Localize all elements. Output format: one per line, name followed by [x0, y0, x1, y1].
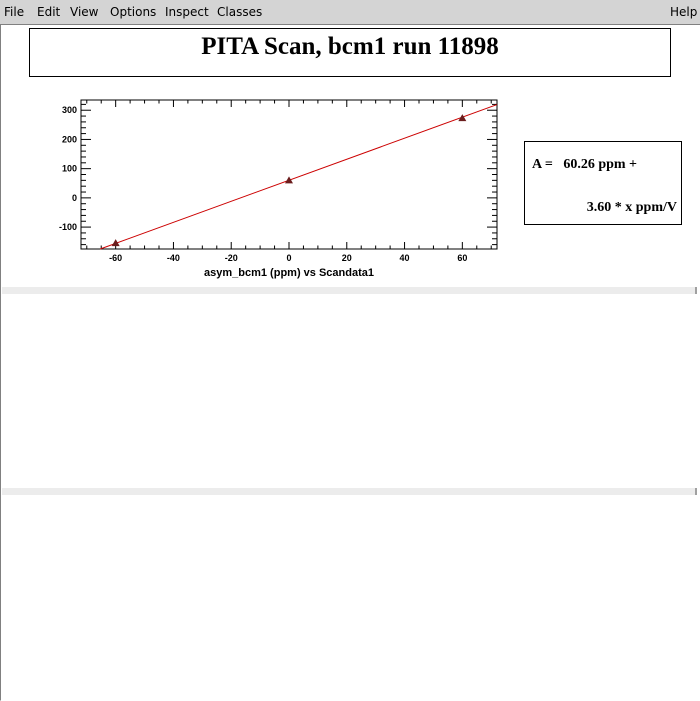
- plot-frame: [81, 100, 497, 249]
- y-tick-label: 300: [61, 105, 77, 116]
- fit-line-2: 3.60 * x ppm/V: [586, 200, 677, 215]
- y-tick-label: 0: [71, 192, 77, 203]
- y-tick-label: 200: [61, 134, 77, 145]
- fit-result-box[interactable]: [524, 141, 682, 225]
- page-title: PITA Scan, bcm1 run 11898: [201, 33, 499, 60]
- x-tick-label: 20: [341, 253, 352, 263]
- x-tick-label: 40: [399, 253, 410, 263]
- plot-frame-group: [81, 100, 497, 249]
- menu-classes-label: Classes: [217, 5, 263, 19]
- y-tick-label: -100: [58, 222, 77, 233]
- menu-options-label: Options: [110, 5, 157, 19]
- menu-view-label: View: [70, 5, 99, 19]
- menu-inspect-label: Inspect: [165, 5, 209, 19]
- menu-edit-label: Edit: [37, 5, 61, 19]
- x-tick-label: -20: [224, 253, 238, 263]
- menu-help-label: Help: [670, 5, 698, 19]
- y-tick-label: 100: [61, 163, 77, 174]
- x-tick-label: 60: [457, 253, 468, 263]
- x-tick-label: -40: [166, 253, 180, 263]
- x-tick-label: -60: [109, 253, 123, 263]
- x-axis-title: asym_bcm1 (ppm) vs Scandata1: [204, 267, 374, 279]
- menu-file-label: File: [4, 5, 25, 19]
- fit-line-1: A = 60.26 ppm +: [532, 157, 638, 172]
- x-tick-label: 0: [286, 253, 292, 263]
